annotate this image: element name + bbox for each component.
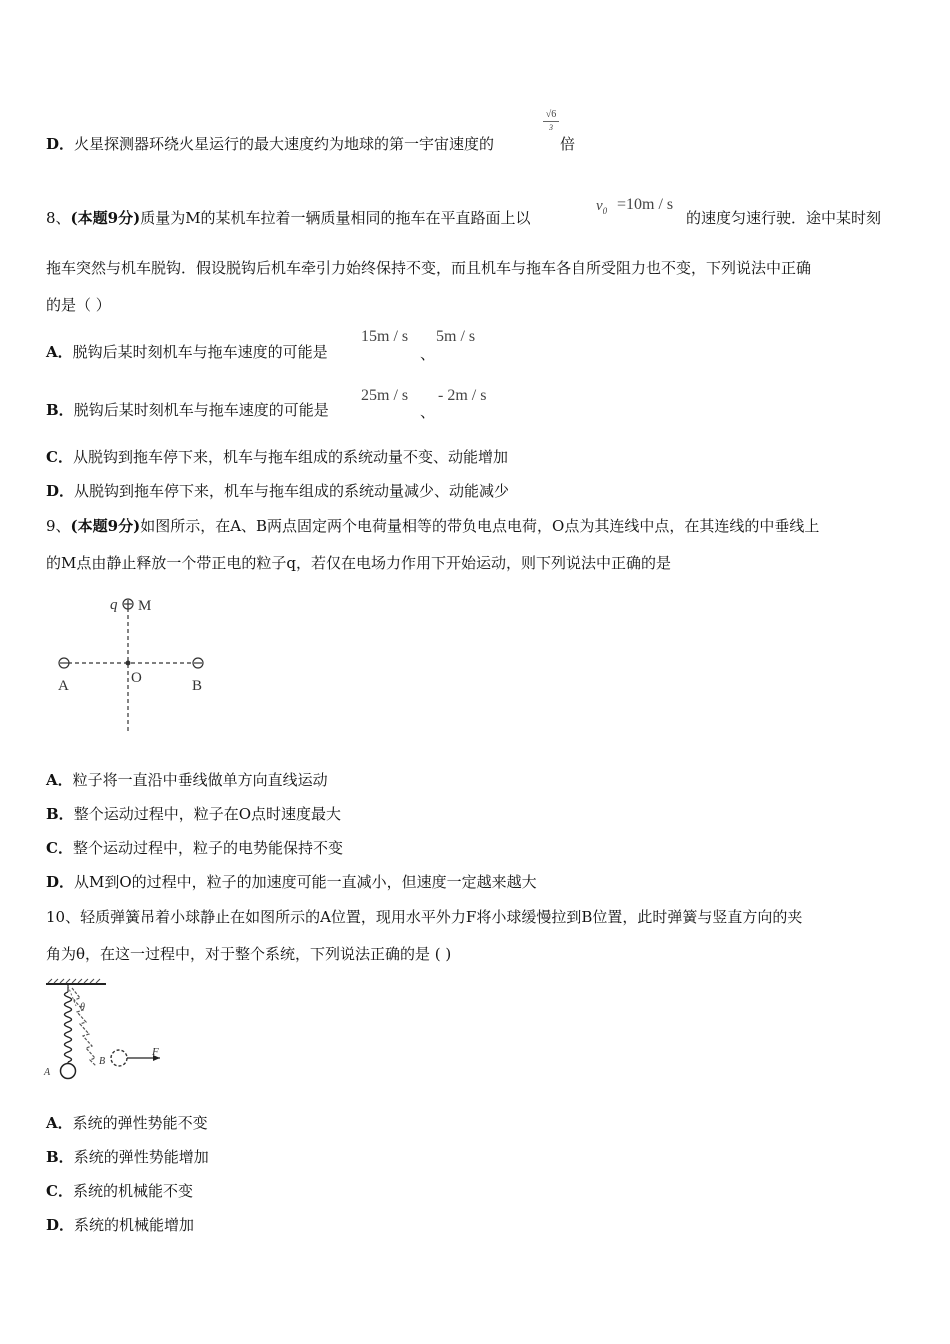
v0-symbol bbox=[596, 198, 607, 216]
v0-value: =10m / s bbox=[617, 196, 674, 213]
q10-stem-line2: 角为θ，在这一过程中，对于整个系统，下列说法正确的是 ( ) bbox=[46, 945, 452, 963]
q9-option-a[interactable] bbox=[46, 770, 328, 790]
ball-b-icon bbox=[111, 1050, 127, 1066]
spring-stretched bbox=[72, 988, 96, 1066]
question-tag: (本题9分) bbox=[70, 209, 141, 227]
stem-text: 轻质弹簧吊着小球静止在如图所示的A位置，现用水平外力F将小球缓慢拉到B位置，此时弹簧与竖直方向的夹 bbox=[80, 908, 803, 926]
q9-stem-line1 bbox=[46, 516, 819, 536]
q10-option-d[interactable] bbox=[46, 1215, 194, 1235]
fraction-numerator: √6 bbox=[543, 109, 559, 122]
option-text: 从脱钩到拖车停下来，机车与拖车组成的系统动量减少、动能减少 bbox=[74, 482, 510, 500]
label-o: O bbox=[131, 670, 142, 686]
option-label: A． bbox=[46, 1114, 73, 1132]
q8-option-d[interactable] bbox=[46, 481, 509, 501]
option-text: 从M到O的过程中，粒子的加速度可能一直减小，但速度一定越来越大 bbox=[74, 873, 537, 891]
option-label: C． bbox=[46, 1182, 73, 1200]
q8-stem-line3: 的是（ ） bbox=[46, 296, 111, 314]
option-text: 系统的弹性势能不变 bbox=[72, 1114, 208, 1132]
option-label: A． bbox=[46, 343, 73, 361]
q10-option-a[interactable] bbox=[46, 1113, 208, 1133]
ball-a-icon bbox=[61, 1064, 76, 1079]
option-text: 系统的弹性势能增加 bbox=[73, 1148, 209, 1166]
v-subscript: 0 bbox=[602, 206, 608, 216]
question-number: 10、 bbox=[46, 908, 81, 926]
point-o bbox=[126, 661, 131, 666]
q9-option-d[interactable] bbox=[46, 872, 537, 892]
label-f: F bbox=[152, 1046, 159, 1058]
q9-figure bbox=[46, 590, 226, 735]
label-q: q bbox=[110, 597, 118, 613]
label-theta: θ bbox=[80, 1002, 85, 1013]
ceiling-hatch bbox=[48, 979, 100, 983]
q8-b-speed-1: 25m / s bbox=[361, 387, 409, 404]
q9-option-c[interactable] bbox=[46, 838, 343, 858]
q8-b-speed-2: - 2m / s bbox=[438, 387, 487, 404]
q8-a-speed-1: 15m / s bbox=[361, 328, 409, 345]
q8-option-a[interactable] bbox=[46, 342, 328, 362]
option-label: D． bbox=[46, 1216, 75, 1234]
option-label: B． bbox=[46, 805, 74, 823]
q9-option-b[interactable] bbox=[46, 804, 341, 824]
q8-a-speed-2: 5m / s bbox=[436, 328, 476, 345]
q8-b-separator: 、 bbox=[420, 403, 436, 421]
q9-stem-line2: 的M点由静止释放一个带正电的粒子q，若仅在电场力作用下开始运动，则下列说法中正确的是 bbox=[46, 554, 671, 572]
label-a: A bbox=[58, 678, 69, 694]
option-label: D． bbox=[46, 873, 75, 891]
label-b: B bbox=[192, 678, 203, 694]
option-text: 脱钩后某时刻机车与拖车速度的可能是 bbox=[73, 401, 329, 419]
q8-option-b[interactable] bbox=[46, 400, 329, 420]
option-label: D． bbox=[46, 135, 75, 153]
label-b: B bbox=[99, 1056, 106, 1067]
spring-vertical bbox=[65, 992, 72, 1062]
option-text: 火星探测器环绕火星运行的最大速度约为地球的第一宇宙速度的 bbox=[74, 135, 495, 153]
option-label: C． bbox=[46, 448, 73, 466]
q8-stem-line1-end: 的速度匀速行驶．途中某时刻 bbox=[686, 209, 882, 227]
label-a: A bbox=[44, 1067, 51, 1078]
option-text: 整个运动过程中，粒子在O点时速度最大 bbox=[73, 805, 341, 823]
q7-option-d[interactable] bbox=[46, 134, 494, 154]
option-label: B． bbox=[46, 1148, 74, 1166]
v-symbol: v bbox=[596, 198, 603, 214]
option-text: 从脱钩到拖车停下来，机车与拖车组成的系统动量不变、动能增加 bbox=[72, 448, 508, 466]
stem-text: 如图所示，在A、B两点固定两个电荷量相等的带负电点电荷，O点为其连线中点，在其连线的中垂线上 bbox=[140, 517, 820, 535]
q8-stem-line1 bbox=[46, 208, 531, 228]
option-text: 粒子将一直沿中垂线做单方向直线运动 bbox=[72, 771, 328, 789]
q10-option-c[interactable] bbox=[46, 1181, 193, 1201]
option-label: D． bbox=[46, 482, 75, 500]
option-text: 系统的机械能增加 bbox=[74, 1216, 195, 1234]
option-text: 系统的机械能不变 bbox=[72, 1182, 193, 1200]
question-number: 8、 bbox=[46, 209, 71, 227]
q7-option-d-suffix: 倍 bbox=[560, 135, 576, 153]
fraction-denominator: 3 bbox=[549, 123, 553, 132]
q8-stem-line2: 拖车突然与机车脱钩．假设脱钩后机车牵引力始终保持不变，而且机车与拖车各自所受阻力也不变，下列说法中正确 bbox=[46, 259, 812, 277]
q10-option-b[interactable] bbox=[46, 1147, 209, 1167]
label-m: M bbox=[138, 598, 152, 614]
option-text: 整个运动过程中，粒子的电势能保持不变 bbox=[72, 839, 343, 857]
q10-stem-line1 bbox=[46, 907, 802, 927]
option-label: A． bbox=[46, 771, 73, 789]
stem-text: 质量为M的某机车拉着一辆质量相同的拖车在平直路面上以 bbox=[140, 209, 531, 227]
option-text: 脱钩后某时刻机车与拖车速度的可能是 bbox=[72, 343, 328, 361]
q10-figure bbox=[42, 978, 177, 1083]
fraction bbox=[543, 109, 559, 134]
q8-a-separator: 、 bbox=[420, 345, 436, 363]
option-label: C． bbox=[46, 839, 73, 857]
q8-option-c[interactable] bbox=[46, 447, 508, 467]
question-number: 9、 bbox=[46, 517, 71, 535]
question-tag: (本题9分) bbox=[70, 517, 141, 535]
option-label: B． bbox=[46, 401, 74, 419]
